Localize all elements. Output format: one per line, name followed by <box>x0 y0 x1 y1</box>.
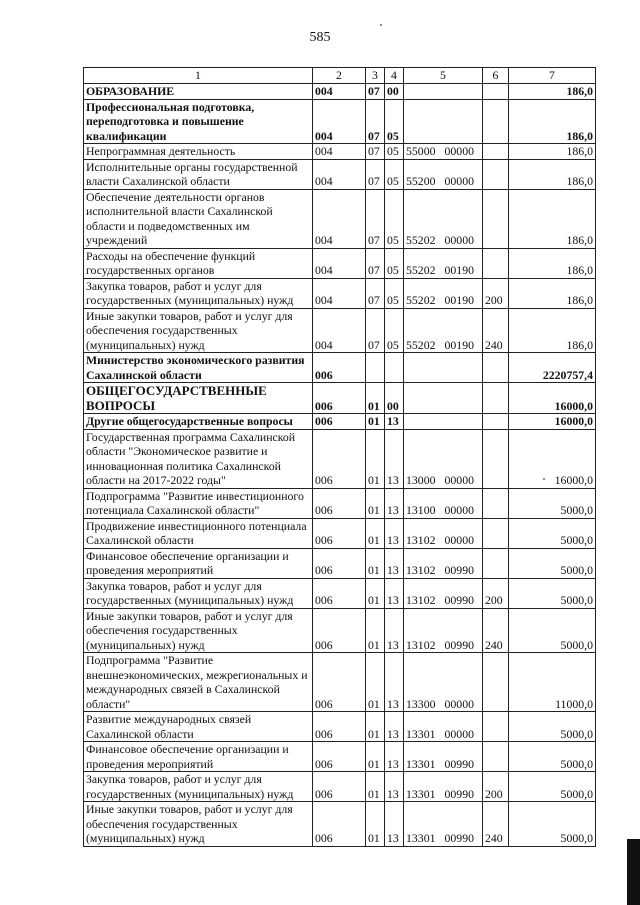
row-subsection-cell: 05 <box>385 99 404 144</box>
table-row <box>84 383 596 414</box>
row-expense-type-cell <box>483 414 509 430</box>
row-subsection-cell: 13 <box>385 414 404 430</box>
row-admin-code-cell: 006 <box>313 548 366 578</box>
table-row <box>84 578 596 608</box>
row-section-cell: 07 <box>366 248 385 278</box>
row-target-article-cell <box>404 488 483 518</box>
target-article-part-2: 00990 <box>444 786 474 801</box>
row-target-article-cell <box>404 429 483 488</box>
row-target-article-cell <box>404 99 483 144</box>
table-row <box>84 712 596 742</box>
row-target-article-cell <box>404 802 483 847</box>
table-row <box>84 414 596 430</box>
target-article-part-2: 00000 <box>444 696 474 711</box>
row-admin-code-cell: 006 <box>313 488 366 518</box>
header-col-3: 3 <box>366 68 385 84</box>
target-article-part-1: 13301 <box>406 831 436 845</box>
target-article-part-2: 00000 <box>444 144 474 158</box>
table-row <box>84 429 596 488</box>
row-name-cell: Финансовое обеспечение организации и проведения мероприятий <box>84 548 313 578</box>
row-section-cell: 01 <box>366 772 385 802</box>
row-subsection-cell: 13 <box>385 518 404 548</box>
header-col-5: 5 <box>404 68 483 84</box>
target-article-part-2: 00000 <box>444 726 474 741</box>
row-subsection-cell: 00 <box>385 84 404 100</box>
row-section-cell: 01 <box>366 802 385 847</box>
row-amount-cell: 186,0 <box>509 144 596 160</box>
row-subsection-cell: 05 <box>385 144 404 160</box>
row-name-cell: Непрограммная деятельность <box>84 144 313 160</box>
target-article-part-1: 13102 <box>406 637 436 652</box>
table-row <box>84 99 596 144</box>
row-subsection-cell: 13 <box>385 608 404 653</box>
target-article-part-2: 00190 <box>444 293 474 307</box>
row-admin-code-cell: 006 <box>313 518 366 548</box>
row-expense-type-cell <box>483 518 509 548</box>
row-name-cell: ОБРАЗОВАНИЕ <box>84 84 313 100</box>
row-section-cell: 01 <box>366 608 385 653</box>
row-subsection-cell: 05 <box>385 248 404 278</box>
row-admin-code-cell: 006 <box>313 353 366 383</box>
row-subsection-cell: 05 <box>385 159 404 189</box>
table-row <box>84 144 596 160</box>
row-section-cell: 07 <box>366 99 385 144</box>
table-row <box>84 488 596 518</box>
table-row <box>84 608 596 653</box>
row-admin-code-cell: 004 <box>313 144 366 160</box>
header-col-7: 7 <box>509 68 596 84</box>
row-section-cell: 01 <box>366 742 385 772</box>
row-subsection-cell: 05 <box>385 308 404 353</box>
row-section-cell: 07 <box>366 278 385 308</box>
row-section-cell: 01 <box>366 429 385 488</box>
row-name-cell: Расходы на обеспечение функций государственных органов <box>84 248 313 278</box>
target-article-part-2: 00190 <box>444 337 474 352</box>
row-amount-cell: 5000,0 <box>509 608 596 653</box>
row-admin-code-cell: 006 <box>313 414 366 430</box>
scan-speck <box>543 478 545 480</box>
table-row <box>84 84 596 100</box>
row-amount-cell: 5000,0 <box>509 742 596 772</box>
row-expense-type-cell <box>483 159 509 189</box>
row-amount-cell: 186,0 <box>509 278 596 308</box>
row-admin-code-cell: 004 <box>313 99 366 144</box>
row-admin-code-cell: 006 <box>313 802 366 847</box>
budget-table <box>83 67 596 847</box>
row-amount-cell: 5000,0 <box>509 548 596 578</box>
row-amount-cell: 5000,0 <box>509 488 596 518</box>
row-expense-type-cell <box>483 189 509 248</box>
row-admin-code-cell: 006 <box>313 383 366 414</box>
row-section-cell: 01 <box>366 414 385 430</box>
target-article-part-1: 55202 <box>406 233 436 247</box>
row-target-article-cell <box>404 248 483 278</box>
row-amount-cell: 2220757,4 <box>509 353 596 383</box>
row-admin-code-cell: 004 <box>313 278 366 308</box>
header-col-6: 6 <box>483 68 509 84</box>
table-row <box>84 518 596 548</box>
row-target-article-cell <box>404 548 483 578</box>
row-section-cell: 07 <box>366 189 385 248</box>
table-row <box>84 248 596 278</box>
row-target-article-cell <box>404 308 483 353</box>
row-expense-type-cell <box>483 712 509 742</box>
row-expense-type-cell <box>483 353 509 383</box>
target-article-part-2: 00000 <box>444 174 474 188</box>
row-section-cell: 01 <box>366 578 385 608</box>
row-section-cell: 01 <box>366 488 385 518</box>
target-article-part-2: 00990 <box>444 637 474 652</box>
row-admin-code-cell: 006 <box>313 772 366 802</box>
target-article-part-1: 13102 <box>406 593 436 607</box>
row-name-cell: Закупка товаров, работ и услуг для государственных (муниципальных) нужд <box>84 278 313 308</box>
row-expense-type-cell: 240 <box>483 802 509 847</box>
row-expense-type-cell: 200 <box>483 278 509 308</box>
row-admin-code-cell: 004 <box>313 84 366 100</box>
table-body <box>84 84 596 847</box>
target-article-part-2: 00990 <box>444 831 474 845</box>
target-article-part-2: 00000 <box>444 473 474 487</box>
target-article-part-1: 55202 <box>406 263 436 277</box>
target-article-part-1: 13000 <box>406 473 436 487</box>
row-amount-cell: 16000,0 <box>509 429 596 488</box>
target-article-part-2: 00990 <box>444 593 474 607</box>
target-article-part-1: 55202 <box>406 293 436 307</box>
row-amount-cell: 16000,0 <box>509 414 596 430</box>
row-subsection-cell: 13 <box>385 802 404 847</box>
row-amount-cell: 186,0 <box>509 248 596 278</box>
row-expense-type-cell <box>483 742 509 772</box>
target-article-part-1: 55000 <box>406 144 436 158</box>
row-target-article-cell <box>404 278 483 308</box>
row-target-article-cell <box>404 742 483 772</box>
table-header-row <box>84 68 596 84</box>
row-admin-code-cell: 004 <box>313 248 366 278</box>
row-subsection-cell: 13 <box>385 548 404 578</box>
target-article-part-2: 00990 <box>444 756 474 771</box>
row-section-cell: 01 <box>366 383 385 414</box>
target-article-part-1: 13301 <box>406 726 436 741</box>
row-section-cell: 07 <box>366 144 385 160</box>
table-row <box>84 548 596 578</box>
target-article-part-1: 13102 <box>406 533 436 547</box>
target-article-part-1: 55202 <box>406 337 436 352</box>
row-section-cell: 07 <box>366 84 385 100</box>
row-name-cell: Развитие международных связей Сахалинской области <box>84 712 313 742</box>
row-expense-type-cell <box>483 488 509 518</box>
row-subsection-cell <box>385 353 404 383</box>
row-expense-type-cell: 200 <box>483 578 509 608</box>
scan-speck <box>380 24 382 26</box>
row-target-article-cell <box>404 653 483 712</box>
table-row <box>84 802 596 847</box>
row-expense-type-cell <box>483 99 509 144</box>
row-subsection-cell: 13 <box>385 488 404 518</box>
row-name-cell: Подпрограмма "Развитие инвестиционного потенциала Сахалинской области" <box>84 488 313 518</box>
row-expense-type-cell: 240 <box>483 608 509 653</box>
page-number: 585 <box>309 30 331 45</box>
row-name-cell: Исполнительные органы государственной власти Сахалинской области <box>84 159 313 189</box>
header-col-2: 2 <box>313 68 366 84</box>
row-amount-cell: 5000,0 <box>509 772 596 802</box>
row-target-article-cell <box>404 518 483 548</box>
target-article-part-2: 00190 <box>444 263 474 277</box>
row-target-article-cell <box>404 84 483 100</box>
row-name-cell: Закупка товаров, работ и услуг для государственных (муниципальных) нужд <box>84 772 313 802</box>
row-name-cell: Подпрограмма "Развитие внешнеэкономических, межрегиональных и международных связей в Сахалинской области" <box>84 653 313 712</box>
row-section-cell: 07 <box>366 308 385 353</box>
row-expense-type-cell <box>483 248 509 278</box>
row-target-article-cell <box>404 353 483 383</box>
row-amount-cell: 186,0 <box>509 99 596 144</box>
target-article-part-1: 13300 <box>406 696 436 711</box>
row-admin-code-cell: 004 <box>313 308 366 353</box>
row-subsection-cell: 13 <box>385 653 404 712</box>
row-subsection-cell: 05 <box>385 278 404 308</box>
row-expense-type-cell <box>483 144 509 160</box>
row-admin-code-cell: 004 <box>313 189 366 248</box>
row-target-article-cell <box>404 144 483 160</box>
row-subsection-cell: 13 <box>385 742 404 772</box>
row-target-article-cell <box>404 772 483 802</box>
scan-edge-mark <box>627 839 640 905</box>
row-target-article-cell <box>404 189 483 248</box>
row-admin-code-cell: 006 <box>313 712 366 742</box>
row-admin-code-cell: 006 <box>313 578 366 608</box>
row-subsection-cell: 05 <box>385 189 404 248</box>
row-amount-cell: 186,0 <box>509 189 596 248</box>
row-subsection-cell: 13 <box>385 772 404 802</box>
table-row <box>84 278 596 308</box>
row-target-article-cell <box>404 414 483 430</box>
row-target-article-cell <box>404 712 483 742</box>
row-name-cell: Министерство экономического развития Сахалинской области <box>84 353 313 383</box>
target-article-part-1: 13102 <box>406 563 436 577</box>
row-name-cell: Иные закупки товаров, работ и услуг для обеспечения государственных (муниципальных) нужд <box>84 308 313 353</box>
row-amount-cell: 16000,0 <box>509 383 596 414</box>
row-name-cell: Финансовое обеспечение организации и проведения мероприятий <box>84 742 313 772</box>
row-admin-code-cell: 004 <box>313 159 366 189</box>
row-name-cell: Иные закупки товаров, работ и услуг для обеспечения государственных (муниципальных) нужд <box>84 802 313 847</box>
row-subsection-cell: 13 <box>385 429 404 488</box>
row-subsection-cell: 13 <box>385 712 404 742</box>
table-row <box>84 772 596 802</box>
row-expense-type-cell <box>483 653 509 712</box>
table-row <box>84 308 596 353</box>
row-expense-type-cell <box>483 383 509 414</box>
header-col-1: 1 <box>84 68 313 84</box>
row-admin-code-cell: 006 <box>313 742 366 772</box>
row-expense-type-cell <box>483 548 509 578</box>
header-col-4: 4 <box>385 68 404 84</box>
row-section-cell: 01 <box>366 518 385 548</box>
row-name-cell: Профессиональная подготовка, переподготовка и повышение квалификации <box>84 99 313 144</box>
row-name-cell: Продвижение инвестиционного потенциала Сахалинской области <box>84 518 313 548</box>
row-name-cell: ОБЩЕГОСУДАРСТВЕННЫЕ ВОПРОСЫ <box>84 383 313 414</box>
row-target-article-cell <box>404 578 483 608</box>
row-section-cell: 01 <box>366 548 385 578</box>
target-article-part-1: 13301 <box>406 756 436 771</box>
target-article-part-2: 00000 <box>444 233 474 247</box>
table-row <box>84 742 596 772</box>
table-row <box>84 159 596 189</box>
row-section-cell: 01 <box>366 712 385 742</box>
row-target-article-cell <box>404 608 483 653</box>
row-amount-cell: 186,0 <box>509 308 596 353</box>
row-section-cell: 01 <box>366 653 385 712</box>
row-section-cell <box>366 353 385 383</box>
row-name-cell: Обеспечение деятельности органов исполнительной власти Сахалинской области и подведомственных им учреждений <box>84 189 313 248</box>
row-amount-cell: 5000,0 <box>509 712 596 742</box>
row-section-cell: 07 <box>366 159 385 189</box>
table-row <box>84 653 596 712</box>
table-row <box>84 353 596 383</box>
row-expense-type-cell <box>483 84 509 100</box>
target-article-part-1: 13301 <box>406 786 436 801</box>
row-target-article-cell <box>404 383 483 414</box>
row-expense-type-cell: 200 <box>483 772 509 802</box>
row-subsection-cell: 00 <box>385 383 404 414</box>
table-row <box>84 189 596 248</box>
row-amount-cell: 186,0 <box>509 159 596 189</box>
row-target-article-cell <box>404 159 483 189</box>
row-name-cell: Государственная программа Сахалинской области "Экономическое развитие и инновационная политика Сахалинской области на 2017-2022 годы" <box>84 429 313 488</box>
target-article-part-2: 00000 <box>444 503 474 517</box>
row-expense-type-cell: 240 <box>483 308 509 353</box>
row-amount-cell: 11000,0 <box>509 653 596 712</box>
row-name-cell: Иные закупки товаров, работ и услуг для обеспечения государственных (муниципальных) нужд <box>84 608 313 653</box>
row-amount-cell: 5000,0 <box>509 802 596 847</box>
row-subsection-cell: 13 <box>385 578 404 608</box>
row-admin-code-cell: 006 <box>313 653 366 712</box>
row-expense-type-cell <box>483 429 509 488</box>
target-article-part-2: 00990 <box>444 563 474 577</box>
target-article-part-1: 13100 <box>406 503 436 517</box>
row-name-cell: Другие общегосударственные вопросы <box>84 414 313 430</box>
target-article-part-2: 00000 <box>444 533 474 547</box>
row-name-cell: Закупка товаров, работ и услуг для государственных (муниципальных) нужд <box>84 578 313 608</box>
row-admin-code-cell: 006 <box>313 608 366 653</box>
target-article-part-1: 55200 <box>406 174 436 188</box>
row-amount-cell: 5000,0 <box>509 518 596 548</box>
row-amount-cell: 5000,0 <box>509 578 596 608</box>
row-amount-cell: 186,0 <box>509 84 596 100</box>
row-admin-code-cell: 006 <box>313 429 366 488</box>
